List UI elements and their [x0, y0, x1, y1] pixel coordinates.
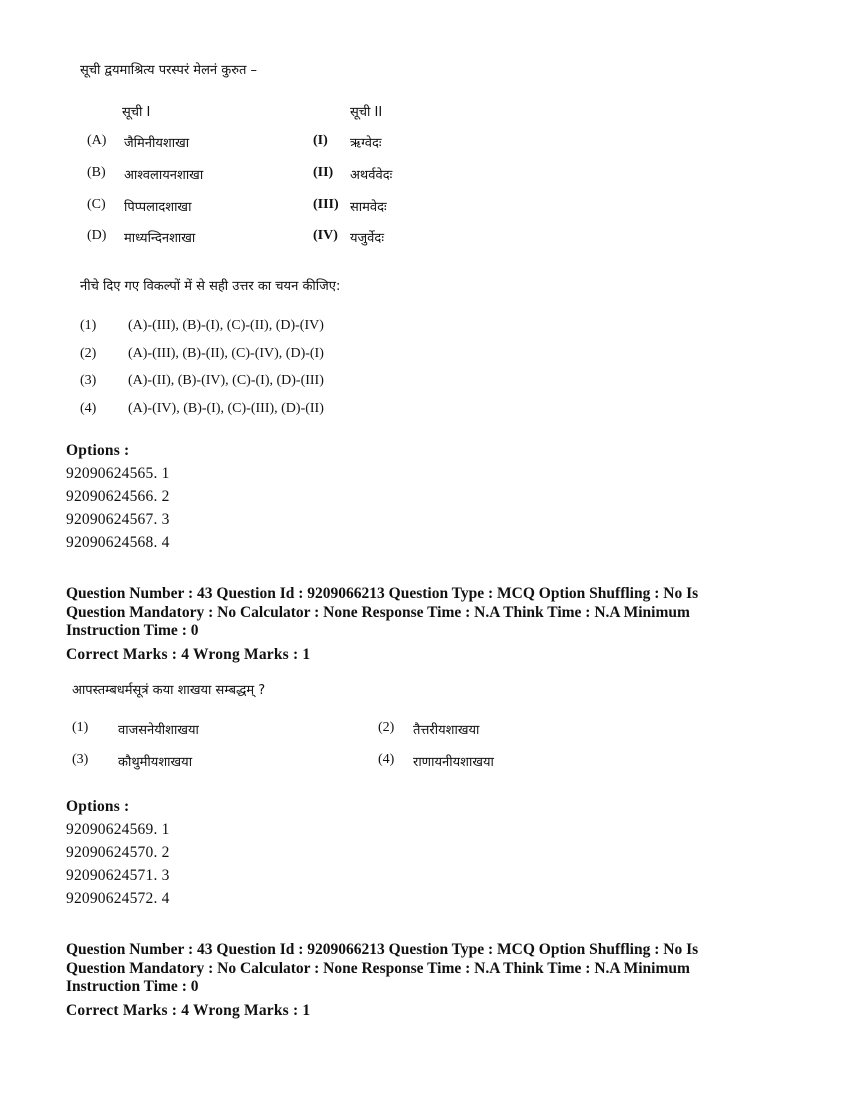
row-d-text: माध्यन्दिनशाखा: [124, 231, 196, 246]
q44-marks: Correct Marks : 4 Wrong Marks : 1: [66, 1002, 311, 1019]
row-d-label: (D): [87, 228, 107, 243]
q42-option-4: 92090624568. 4: [66, 534, 170, 551]
list1-header: सूची I: [122, 105, 151, 120]
q43-choice-3-text: कौथुमीयशाखया: [118, 755, 193, 770]
q42-option-3: 92090624567. 3: [66, 511, 170, 528]
row-iv-text: यजुर्वेदः: [350, 231, 384, 246]
row-c-label: (C): [87, 197, 106, 212]
row-c-text: पिप्पलादशाखा: [124, 200, 192, 215]
q44-meta: Question Number : 43 Question Id : 9209066213 Question Type : MCQ Option Shuffling : No Is Question Mandatory : No Calculator : None Response Time : N.A Think Time : N.A Minimum Instruction Time : 0: [66, 941, 699, 995]
q43-option-3: 92090624571. 3: [66, 867, 170, 884]
row-i-text: ऋग्वेदः: [350, 136, 382, 151]
choice-3-num: (3): [80, 373, 97, 388]
row-iv-label: (IV): [313, 228, 338, 243]
q43-choice-2-num: (2): [378, 720, 395, 735]
q42-prompt: सूची द्वयमाश्रित्य परस्परं मेलनं कुरुत –: [80, 63, 258, 78]
choice-4-num: (4): [80, 401, 97, 416]
row-ii-label: (II): [313, 165, 334, 180]
choice-1-text: (A)-(III), (B)-(I), (C)-(II), (D)-(IV): [128, 318, 324, 333]
q43-options-label: Options :: [66, 798, 130, 815]
row-b-text: आश्वलायनशाखा: [124, 168, 204, 183]
q43-choice-3-num: (3): [72, 752, 89, 767]
q43-choice-2-text: तैत्तरीयशाखया: [413, 723, 480, 738]
choice-2-text: (A)-(III), (B)-(II), (C)-(IV), (D)-(I): [128, 346, 324, 361]
q43-choice-4-text: राणायनीयशाखया: [413, 755, 494, 770]
q43-choice-1-text: वाजसनेयीशाखया: [118, 723, 199, 738]
q43-choice-4-num: (4): [378, 752, 395, 767]
q43-choice-1-num: (1): [72, 720, 89, 735]
row-iii-label: (III): [313, 197, 339, 212]
choice-4-text: (A)-(IV), (B)-(I), (C)-(III), (D)-(II): [128, 401, 324, 416]
row-b-label: (B): [87, 165, 106, 180]
q43-prompt: आपस्तम्बधर्मसूत्रं कया शाखया सम्बद्धम् ?: [72, 683, 266, 698]
q43-option-1: 92090624569. 1: [66, 821, 170, 838]
choice-1-num: (1): [80, 318, 97, 333]
row-iii-text: सामवेदः: [350, 200, 387, 215]
q43-meta: Question Number : 43 Question Id : 9209066213 Question Type : MCQ Option Shuffling : No Is Question Mandatory : No Calculator : None Response Time : N.A Think Time : N.A Minimum Instruction Time : 0: [66, 585, 699, 639]
q43-option-4: 92090624572. 4: [66, 890, 170, 907]
q42-option-2: 92090624566. 2: [66, 488, 170, 505]
row-a-label: (A): [87, 133, 107, 148]
row-a-text: जैमिनीयशाखा: [124, 136, 190, 151]
list2-header: सूची II: [350, 105, 383, 120]
q43-marks: Correct Marks : 4 Wrong Marks : 1: [66, 646, 311, 663]
q43-option-2: 92090624570. 2: [66, 844, 170, 861]
choice-3-text: (A)-(II), (B)-(IV), (C)-(I), (D)-(III): [128, 373, 324, 388]
q42-options-label: Options :: [66, 442, 130, 459]
q42-instruction: नीचे दिए गए विकल्पों में से सही उत्तर का चयन कीजिए:: [80, 279, 341, 294]
choice-2-num: (2): [80, 346, 97, 361]
row-ii-text: अथर्ववेदः: [350, 168, 393, 183]
q42-option-1: 92090624565. 1: [66, 465, 170, 482]
row-i-label: (I): [313, 133, 328, 148]
